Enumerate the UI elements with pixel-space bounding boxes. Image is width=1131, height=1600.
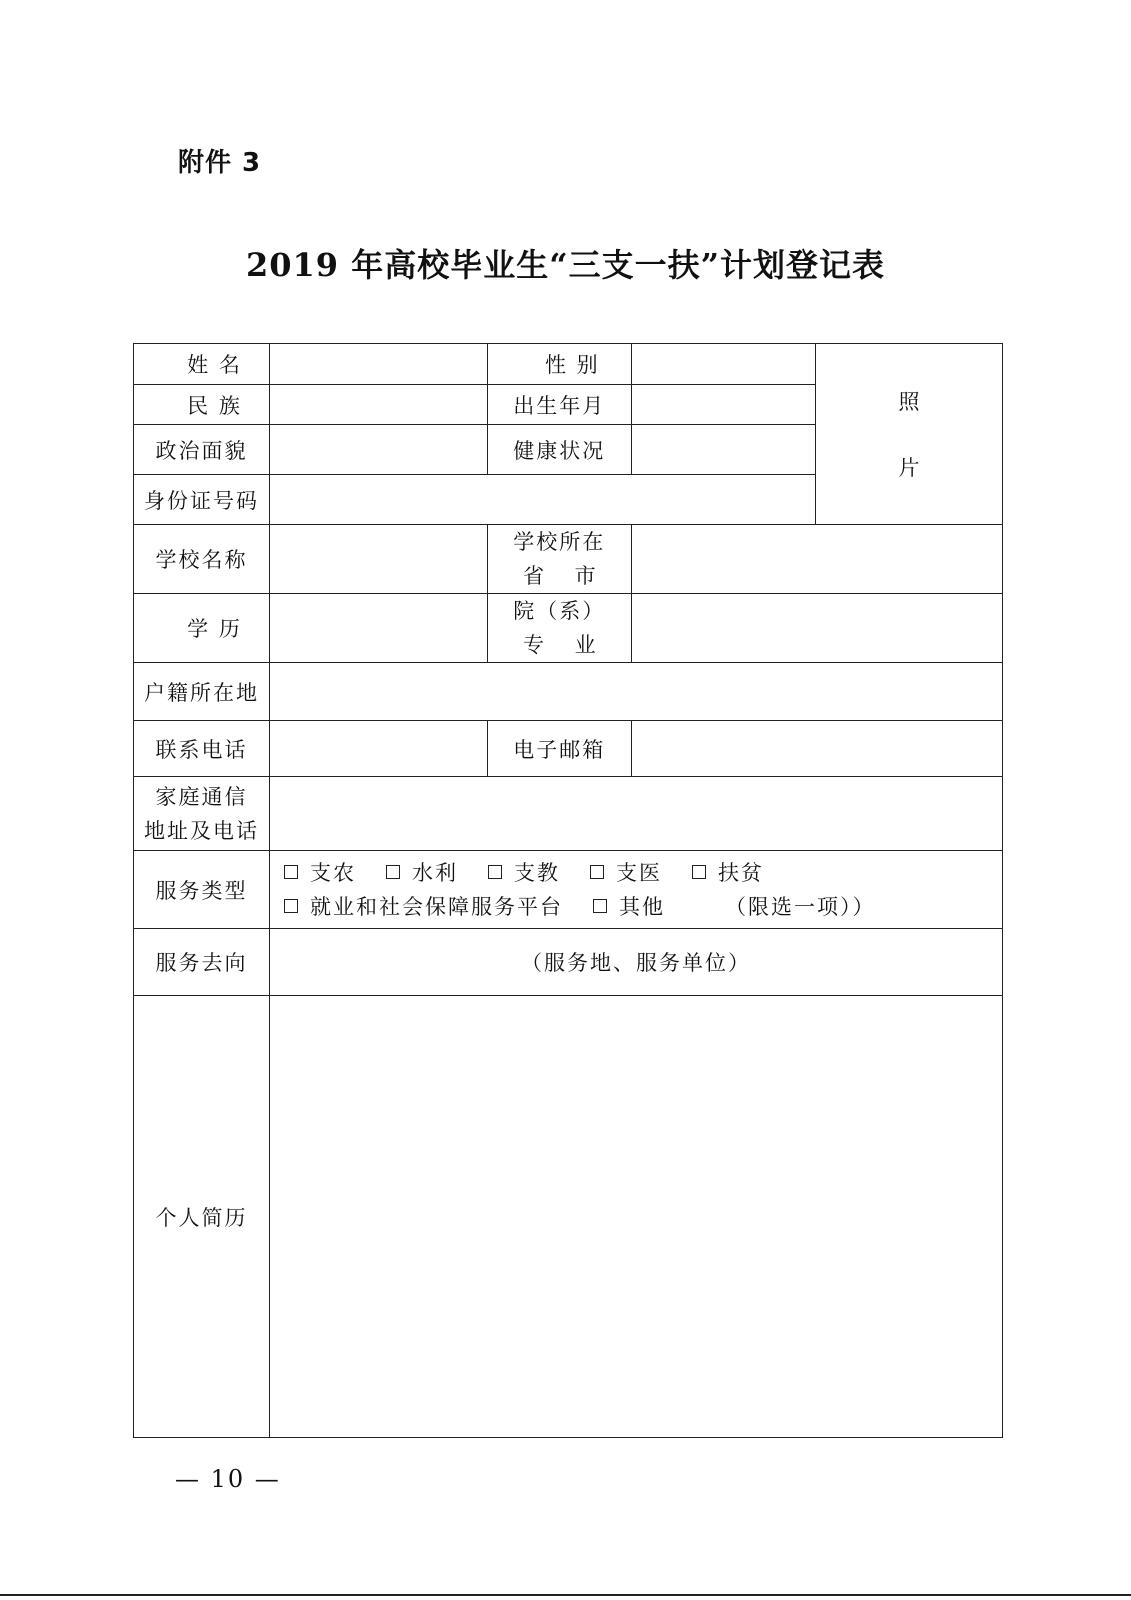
service-option: 支医 bbox=[590, 856, 662, 890]
photo-label-1: 照 bbox=[898, 390, 920, 414]
attachment-label: 附件 3 bbox=[178, 148, 262, 178]
name-label: 姓 名 bbox=[134, 344, 270, 385]
checkbox-icon bbox=[386, 865, 400, 879]
home-address-label bbox=[134, 777, 270, 851]
home-address-line-2: 地址及电话 bbox=[143, 818, 259, 843]
photo-label-2: 片 bbox=[898, 456, 920, 480]
gender-label: 性 别 bbox=[487, 344, 631, 385]
phone-label: 联系电话 bbox=[134, 721, 270, 777]
school-name-value bbox=[269, 525, 487, 594]
bottom-rule bbox=[0, 1594, 1131, 1596]
service-limit-note: （限选一项）） bbox=[724, 894, 876, 919]
school-location-line-1: 学校所在 bbox=[513, 530, 606, 554]
checkbox-icon bbox=[590, 865, 604, 879]
education-label: 学 历 bbox=[134, 594, 270, 663]
home-address-value bbox=[269, 777, 1002, 851]
college-line-1: 院（系） bbox=[513, 599, 606, 623]
birth-value bbox=[631, 385, 815, 425]
checkbox-icon bbox=[284, 899, 298, 913]
service-option: 支农 bbox=[284, 856, 356, 890]
household-label: 户籍所在地 bbox=[134, 663, 270, 721]
education-value bbox=[269, 594, 487, 663]
service-option: 支教 bbox=[488, 856, 560, 890]
ethnicity-label: 民 族 bbox=[134, 385, 270, 425]
form-title: 2019 年高校毕业生“三支一扶”计划登记表 bbox=[245, 246, 886, 284]
college-major-value bbox=[631, 594, 1002, 663]
service-options-row-1 bbox=[284, 856, 1002, 890]
phone-value bbox=[269, 721, 487, 777]
email-label: 电子邮箱 bbox=[487, 721, 631, 777]
resume-label: 个人简历 bbox=[134, 996, 270, 1438]
service-type-options bbox=[269, 851, 1002, 929]
school-location-value bbox=[631, 525, 1002, 594]
service-direction-label: 服务去向 bbox=[134, 929, 270, 996]
service-type-label: 服务类型 bbox=[134, 851, 270, 929]
id-number-label: 身份证号码 bbox=[134, 475, 270, 525]
checkbox-icon bbox=[488, 865, 502, 879]
home-address-line-1: 家庭通信 bbox=[155, 784, 248, 809]
checkbox-icon bbox=[692, 865, 706, 879]
checkbox-icon bbox=[593, 899, 607, 913]
school-location-label bbox=[487, 525, 631, 594]
name-value bbox=[269, 344, 487, 385]
political-value bbox=[269, 425, 487, 475]
service-option: 就业和社会保障服务平台 bbox=[284, 890, 563, 924]
checkbox-icon bbox=[284, 865, 298, 879]
service-option: 扶贫 bbox=[692, 856, 764, 890]
page-number: — 10 — bbox=[175, 1465, 281, 1493]
birth-label: 出生年月 bbox=[487, 385, 631, 425]
political-label: 政治面貌 bbox=[134, 425, 270, 475]
ethnicity-value bbox=[269, 385, 487, 425]
college-major-label bbox=[487, 594, 631, 663]
service-option: 水利 bbox=[386, 856, 458, 890]
gender-value bbox=[631, 344, 815, 385]
id-number-value bbox=[269, 475, 815, 525]
service-option: 其他 bbox=[593, 890, 665, 924]
health-value bbox=[631, 425, 815, 475]
registration-form-table bbox=[133, 343, 1003, 1438]
health-label: 健康状况 bbox=[487, 425, 631, 475]
photo-box bbox=[815, 344, 1002, 525]
school-name-label: 学校名称 bbox=[134, 525, 270, 594]
service-options-row-2 bbox=[284, 890, 1002, 924]
resume-value bbox=[269, 996, 1002, 1438]
service-direction-hint: （服务地、服务单位） bbox=[269, 929, 1002, 996]
college-line-2: 专 业 bbox=[522, 633, 608, 657]
school-location-line-2: 省 市 bbox=[522, 564, 608, 588]
household-value bbox=[269, 663, 1002, 721]
email-value bbox=[631, 721, 1002, 777]
